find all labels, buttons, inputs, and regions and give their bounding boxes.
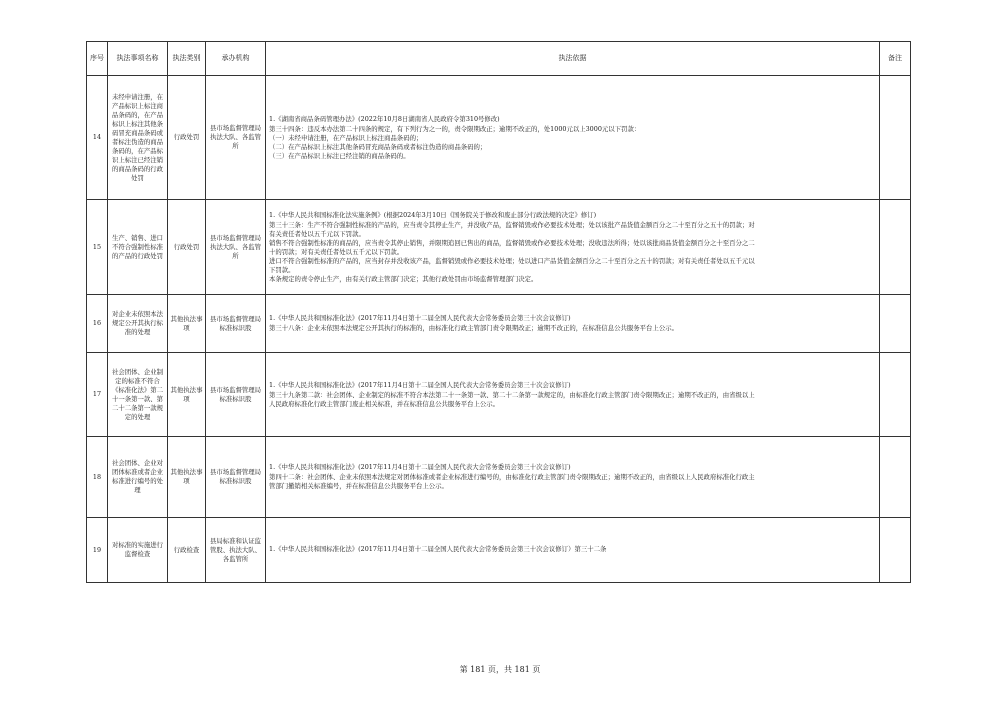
legal-basis	[266, 437, 880, 518]
note-cell	[880, 76, 911, 200]
handling-agency: 县市场监督管理局标准标识股	[206, 353, 266, 437]
row-number: 19	[87, 518, 108, 583]
legal-basis-line: 十的罚款；对有关责任者处以五千元以下罚款。	[269, 247, 404, 256]
enforcement-category: 其他执法事项	[168, 353, 206, 437]
handling-agency: 县局标准和认证监管股、执法大队、各监管所	[206, 518, 266, 583]
legal-basis-line: 第三十三条：生产不符合强制性标准的产品的，应当责令其停止生产，并没收产品，监督销毁或作必要技术处理；处以该批产品货值金额百分之二十至百分之五十的罚款；对	[269, 220, 755, 229]
table-row	[87, 76, 911, 200]
legal-basis	[266, 200, 880, 295]
legal-basis-line: 进口不符合强制性标准的产品的，应当封存并没收该产品，监督销毁或作必要技术处理；处以进口产品货值金额百分之二十至百分之五十的罚款；对有关责任者处以五千元以	[269, 256, 755, 265]
legal-basis	[266, 76, 880, 200]
legal-basis-line: 人民政府标准化行政主管部门废止相关标准，并在标准信息公共服务平台上公示。	[269, 399, 500, 408]
enforcement-category: 其他执法事项	[168, 437, 206, 518]
legal-basis-line: 1.《中华人民共和国标准化法》(2017年11月4日第十二届全国人民代表大会常务委员会第三十次会议修订)	[269, 463, 571, 471]
row-number: 14	[87, 76, 108, 200]
enforcement-category: 行政检查	[168, 518, 206, 583]
row-number: 18	[87, 437, 108, 518]
item-name: 对企业未依照本法规定公开其执行标准的处理	[108, 295, 168, 353]
handling-agency: 县市场监督管理局执法大队、各监管所	[206, 200, 266, 295]
header-category: 执法类别	[168, 42, 206, 76]
legal-basis	[266, 518, 880, 583]
row-number: 15	[87, 200, 108, 295]
note-cell	[880, 353, 911, 437]
legal-basis-line: 第三十四条：违反本办法第二十四条的规定，有下列行为之一的，责令限期改正；逾期不改正的，处1000元以上3000元以下罚款：	[269, 124, 641, 133]
legal-basis-line: （二）在产品标识上标注其他条码冒充商品条码或者标注伪造的商品条码的；	[269, 142, 487, 151]
enforcement-category: 行政处罚	[168, 200, 206, 295]
item-name: 社会团体、企业对团体标准或者企业标准进行编号的处理	[108, 437, 168, 518]
header-note: 备注	[880, 42, 911, 76]
legal-basis-line: 第四十二条：社会团体、企业未依照本法规定对团体标准或者企业标准进行编号的，由标准化行政主管部门责令限期改正；逾期不改正的，由省级以上人民政府标准化行政主	[269, 473, 755, 481]
note-cell	[880, 518, 911, 583]
table-row	[87, 200, 911, 295]
enforcement-table	[86, 41, 911, 583]
legal-basis-line: （一）未经申请注册，在产品标识上标注商品条码的；	[269, 133, 423, 142]
enforcement-category: 其他执法事项	[168, 295, 206, 353]
item-name: 生产、销售、进口不符合强制性标准的产品的行政处罚	[108, 200, 168, 295]
table-header-row	[87, 42, 911, 76]
handling-agency: 县市场监督管理局标准标识股	[206, 437, 266, 518]
legal-basis-line: （三）在产品标识上标注已经注销的商品条码的。	[269, 151, 410, 160]
row-number: 17	[87, 353, 108, 437]
table-row	[87, 295, 911, 353]
page-footer: 第 181 页，共 181 页	[459, 665, 541, 674]
handling-agency: 县市场监督管理局标准标识股	[206, 295, 266, 353]
legal-basis-line: 本条规定的责令停止生产，由有关行政主管部门决定；其他行政处罚由市场监督管理部门决定。	[269, 274, 538, 283]
table-row	[87, 437, 911, 518]
header-item: 执法事项名称	[108, 42, 168, 76]
table-row	[87, 518, 911, 583]
legal-basis-line: 第三十九条第二款：社会团体、企业制定的标准不符合本法第二十一条第一款、第二十二条第一款规定的，由标准化行政主管部门责令限期改正；逾期不改正的，由省级以上	[269, 390, 755, 399]
legal-basis-line: 下罚款。	[269, 265, 295, 274]
legal-basis	[266, 295, 880, 353]
legal-basis-line: 1.《中华人民共和国标准化法》(2017年11月4日第十二届全国人民代表大会常务委员会第三十次会议修订)	[269, 314, 571, 322]
enforcement-category: 行政处罚	[168, 76, 206, 200]
note-cell	[880, 437, 911, 518]
legal-basis-line: 1.《中华人民共和国标准化法》(2017年11月4日第十二届全国人民代表大会常务委员会第三十次会议修订)	[269, 380, 571, 389]
legal-basis-line: 销售不符合强制性标准的商品的，应当责令其停止销售，并限期追回已售出的商品，监督销毁或作必要技术处理；没收违法所得；处以该批商品货值金额百分之十至百分之二	[269, 238, 755, 247]
legal-basis-line: 1.《中华人民共和国标准化法》(2017年11月4日第十二届全国人民代表大会常务委员会第三十次会议修订）第三十二条	[269, 545, 607, 553]
legal-basis-line: 第三十八条：企业未依照本法规定公开其执行的标准的，由标准化行政主管部门责令限期改正；逾期不改正的，在标准信息公共服务平台上公示。	[269, 324, 678, 332]
header-basis: 执法依据	[266, 42, 880, 76]
note-cell	[880, 200, 911, 295]
header-org: 承办机构	[206, 42, 266, 76]
legal-basis	[266, 353, 880, 437]
legal-basis-line: 1.《中华人民共和国标准化法实施条例》(根据2024年3月10日《国务院关于修改和废止部分行政法规的决定》修订)	[269, 210, 597, 219]
legal-basis-line: 1.《湖南省商品条码管理办法》(2022年10月8日湖南省人民政府令第310号修改)	[269, 114, 500, 123]
item-name: 对标准的实施进行监督检查	[108, 518, 168, 583]
legal-basis-line: 有关责任者处以五千元以下罚款。	[269, 229, 365, 238]
note-cell	[880, 295, 911, 353]
row-number: 16	[87, 295, 108, 353]
item-name: 未经申请注册，在产品标识上标注商品条码的，在产品标识上标注其他条码冒充商品条码或者标注伪造的商品条码的，在产品标识上标注已经注销的商品条码的行政处罚	[108, 76, 168, 200]
legal-basis-line: 管部门撤销相关标准编号，并在标准信息公共服务平台上公示。	[269, 482, 448, 490]
header-no: 序号	[87, 42, 108, 76]
handling-agency: 县市场监督管理局执法大队、各监管所	[206, 76, 266, 200]
table-row	[87, 353, 911, 437]
item-name: 社会团体、企业制定的标准不符合《标准化法》第二十一条第一款、第二十二条第一款规定的处理	[108, 353, 168, 437]
